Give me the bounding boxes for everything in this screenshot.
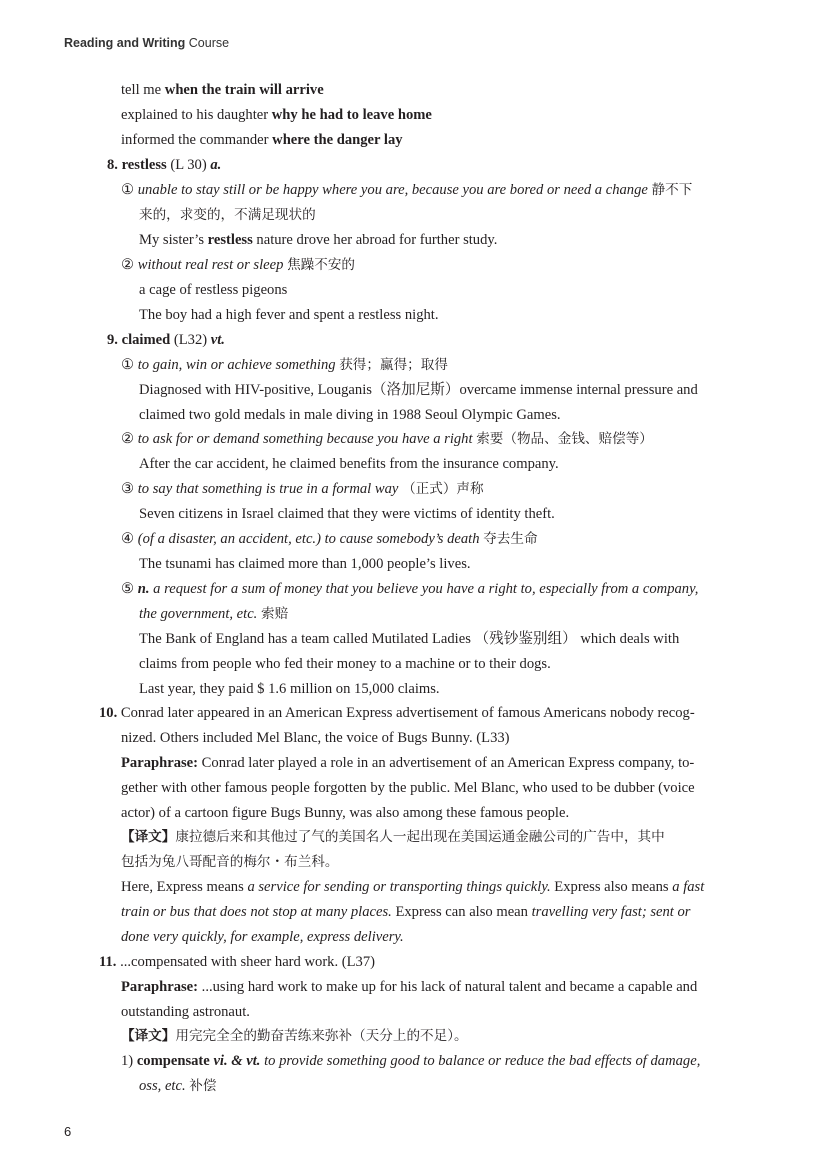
- text-run: informed the commander: [121, 132, 273, 148]
- text-run: when the train will arrive: [164, 82, 324, 98]
- text-line: [139, 556, 471, 573]
- header-title-rest: Course: [185, 36, 230, 50]
- text-run: oss, etc.: [139, 1078, 186, 1094]
- text-run: 包括为兔八哥配音的梅尔・布兰科。: [121, 854, 339, 870]
- text-run: vt.: [210, 332, 225, 348]
- text-line: [121, 357, 448, 374]
- text-run: compensate: [136, 1053, 210, 1069]
- text-line: [139, 407, 561, 424]
- text-run: 【译文】: [121, 1028, 176, 1044]
- text-line: [121, 82, 324, 99]
- text-line: [139, 282, 287, 299]
- text-run: 索要（物品、金钱、赔偿等）: [476, 431, 653, 447]
- text-run: 8. restless: [107, 157, 167, 173]
- text-run: to say that something is true in a formal way: [137, 481, 399, 497]
- text-run: a request for a sum of money that you believe you have a right to, especially from a company,: [149, 581, 699, 597]
- text-run: 1): [121, 1053, 137, 1069]
- text-run: （正式）声称: [402, 481, 484, 497]
- text-run: a cage of restless pigeons: [139, 282, 288, 298]
- text-line: [139, 606, 288, 623]
- text-run: 获得；赢得；取得: [339, 357, 448, 373]
- text-run: My sister’s: [139, 232, 208, 248]
- text-run: 来的，求变的，不满足现状的: [139, 207, 316, 223]
- text-line: [139, 207, 316, 224]
- text-line: [139, 232, 497, 249]
- text-run: outstanding astronaut.: [121, 1004, 250, 1020]
- text-line: [139, 506, 555, 523]
- text-run: 补偿: [189, 1078, 217, 1094]
- text-run: The boy had a high fever and spent a restless night.: [139, 307, 439, 323]
- text-line: [121, 1053, 700, 1070]
- text-line: [121, 780, 695, 797]
- text-run: (L32): [170, 332, 211, 348]
- text-run: 9. claimed: [107, 332, 171, 348]
- text-line: [121, 730, 510, 747]
- text-line: [107, 332, 225, 349]
- text-run: n.: [137, 581, 150, 597]
- text-run: ④: [121, 531, 138, 547]
- text-run: tell me: [121, 82, 165, 98]
- text-run: 11.: [99, 954, 121, 970]
- text-line: [121, 904, 691, 921]
- text-line: [121, 107, 432, 124]
- text-line: [121, 805, 569, 822]
- text-run: explained to his daughter: [121, 107, 272, 123]
- header-title-bold: Reading and Writing: [64, 36, 186, 50]
- text-run: ①: [121, 182, 138, 198]
- text-run: a.: [210, 157, 222, 173]
- text-line: [121, 1004, 250, 1021]
- text-line: [99, 705, 695, 722]
- text-run: ②: [121, 257, 138, 273]
- text-line: [121, 979, 697, 996]
- text-run: claimed two gold medals in male diving in 1988 Seoul Olympic Games.: [139, 407, 561, 423]
- text-run: restless: [207, 232, 253, 248]
- text-run: Conrad later appeared in an American Express advertisement of famous Americans nobody recog-: [120, 705, 695, 721]
- text-run: to ask for or demand something because you have a right: [137, 431, 473, 447]
- text-run: Express also means: [550, 879, 673, 895]
- text-run: train or bus that does not stop at many places.: [121, 904, 392, 920]
- text-run: why he had to leave home: [271, 107, 432, 123]
- text-run: actor) of a cartoon figure Bugs Bunny, was also among these famous people.: [121, 805, 570, 821]
- text-run: 10.: [99, 705, 121, 721]
- text-line: [121, 531, 538, 548]
- text-run: nature drove her abroad for further study.: [252, 232, 498, 248]
- text-line: [139, 656, 551, 673]
- text-line: [139, 1078, 216, 1095]
- text-run: unable to stay still or be happy where you are, because you are bored or need a change: [137, 182, 648, 198]
- text-run: claims from people who fed their money to a machine or to their dogs.: [139, 656, 551, 672]
- text-run: a service for sending or transporting things quickly.: [247, 879, 551, 895]
- text-run: travelling very fast; sent or: [531, 904, 691, 920]
- text-run: gether with other famous people forgotten by the public. Mel Blanc, who used to be dubber (voice: [121, 780, 695, 796]
- text-run: ...using hard work to make up for his lack of natural talent and became a capable and: [198, 979, 698, 995]
- text-run: vi. & vt.: [213, 1053, 261, 1069]
- text-run: (L 30): [166, 157, 211, 173]
- text-line: [121, 1028, 468, 1045]
- text-run: to provide something good to balance or reduce the bad effects of damage,: [260, 1053, 701, 1069]
- text-run: 焦躁不安的: [287, 257, 356, 273]
- text-line: [121, 829, 665, 846]
- text-run: Here, Express means: [121, 879, 248, 895]
- text-line: [139, 631, 679, 648]
- text-run: 康拉德后来和其他过了气的美国名人一起出现在美国运通金融公司的广告中，其中: [175, 829, 665, 845]
- text-run: 夺去生命: [483, 531, 538, 547]
- text-line: [121, 879, 704, 896]
- text-run: Diagnosed with HIV-positive, Louganis（洛加尼斯）overcame immense internal pressure and: [139, 382, 698, 398]
- text-run: 索赔: [260, 606, 289, 622]
- text-line: [121, 581, 698, 598]
- text-line: [121, 257, 355, 274]
- text-run: 【译文】: [121, 829, 176, 845]
- text-line: [121, 182, 692, 199]
- text-run: 静不下: [651, 182, 693, 198]
- text-run: The tsunami has claimed more than 1,000 people’s lives.: [139, 556, 471, 572]
- text-line: [121, 929, 404, 946]
- text-run: Seven citizens in Israel claimed that they were victims of identity theft.: [139, 506, 555, 522]
- text-run: ③: [121, 481, 138, 497]
- text-run: Express can also mean: [391, 904, 532, 920]
- text-run: a fast: [672, 879, 705, 895]
- text-run: ⑤: [121, 581, 138, 597]
- text-run: The Bank of England has a team called Mutilated Ladies （残钞鉴别组） which deals with: [139, 631, 680, 647]
- text-line: [121, 431, 653, 448]
- text-run: ②: [121, 431, 138, 447]
- text-line: [107, 157, 221, 174]
- text-run: Last year, they paid $ 1.6 million on 15,000 claims.: [139, 681, 440, 697]
- text-run: where the danger lay: [272, 132, 403, 148]
- text-run: Paraphrase:: [121, 979, 199, 995]
- text-run: (of a disaster, an accident, etc.) to cause somebody’s death: [137, 531, 480, 547]
- text-line: [139, 681, 440, 698]
- text-line: [121, 854, 339, 871]
- text-run: the government, etc.: [139, 606, 258, 622]
- text-line: [121, 481, 484, 498]
- text-line: [139, 307, 439, 324]
- text-run: done very quickly, for example, express delivery.: [121, 929, 404, 945]
- text-run: After the car accident, he claimed benefits from the insurance company.: [139, 456, 559, 472]
- text-line: [99, 954, 375, 971]
- text-run: 用完完全全的勤奋苦练来弥补（天分上的不足）。: [175, 1028, 468, 1044]
- text-run: Paraphrase:: [121, 755, 199, 771]
- text-run: ...compensated with sheer hard work. (L37): [120, 954, 375, 970]
- text-run: nized. Others included Mel Blanc, the voice of Bugs Bunny. (L33): [121, 730, 510, 746]
- text-line: [139, 382, 698, 399]
- text-run: Conrad later played a role in an advertisement of an American Express company, to-: [198, 755, 695, 771]
- text-run: to gain, win or achieve something: [137, 357, 336, 373]
- text-run: ①: [121, 357, 138, 373]
- text-line: [139, 456, 559, 473]
- text-run: without real rest or sleep: [137, 257, 284, 273]
- running-header: [64, 36, 229, 50]
- text-line: [121, 755, 694, 772]
- page-number: 6: [64, 1124, 72, 1139]
- text-line: [121, 132, 403, 149]
